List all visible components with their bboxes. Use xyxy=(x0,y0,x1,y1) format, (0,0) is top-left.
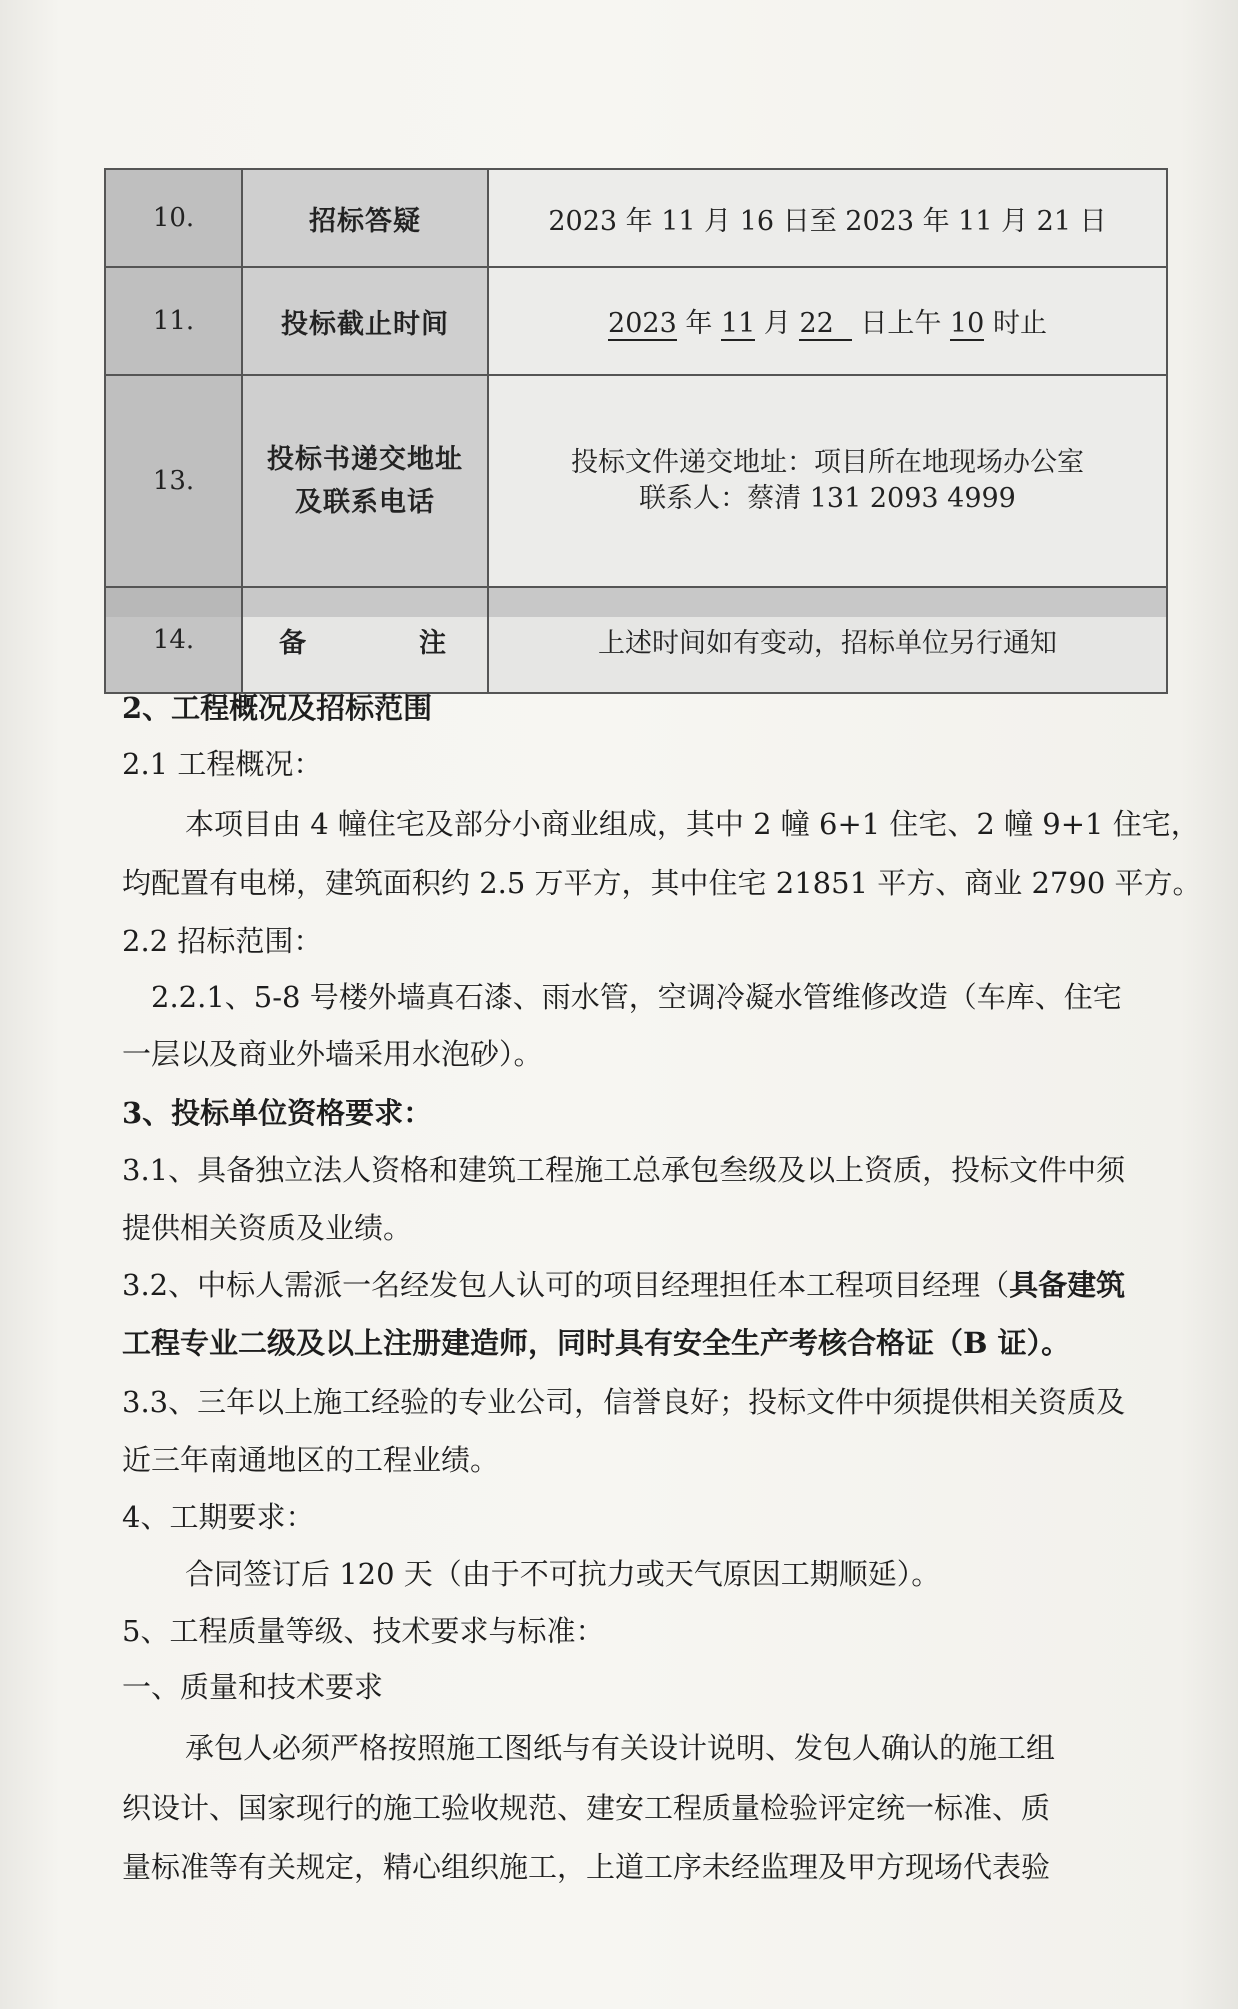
deadline-day: 22 xyxy=(799,310,851,340)
paragraph-segment: 3.2、中标人需派一名经发包人认可的项目经理担任本工程项目经理（ xyxy=(122,1268,1010,1302)
row-item: 招标答疑 xyxy=(242,169,488,267)
row-value: 2023 年 11 月 16 日至 2023 年 11 月 21 日 xyxy=(488,169,1167,267)
paragraph-line: 织设计、国家现行的施工验收规范、建安工程质量检验评定统一标准、质 xyxy=(122,1791,1051,1825)
row-number: 13. xyxy=(105,375,242,587)
paragraph-line: 均配置有电梯，建筑面积约 2.5 万平方，其中住宅 21851 平方、商业 2790 平方。 xyxy=(122,866,1202,900)
subsection-heading: 2.1 工程概况： xyxy=(122,747,323,781)
deadline-month-suffix: 月 xyxy=(755,308,800,340)
deadline-hour-suffix: 时止 xyxy=(984,308,1047,340)
table-row xyxy=(105,587,1167,693)
subsection-heading: 2.2 招标范围： xyxy=(122,924,323,958)
row-item: 投标截止时间 xyxy=(242,267,488,375)
table-row xyxy=(105,375,1167,587)
paragraph-segment-bold: 具备建筑 xyxy=(1009,1268,1126,1302)
paragraph-line: 工程专业二级及以上注册建造师，同时具有安全生产考核合格证（B 证）。 xyxy=(122,1326,1071,1360)
paragraph-line: 3.1、具备独立法人资格和建筑工程施工总承包叁级及以上资质，投标文件中须 xyxy=(122,1153,1126,1187)
paragraph-line: 3.3、三年以上施工经验的专业公司，信誉良好；投标文件中须提供相关资质及 xyxy=(122,1385,1126,1419)
table-row xyxy=(105,169,1167,267)
paragraph-line: 量标准等有关规定，精心组织施工，上道工序未经监理及甲方现场代表验 xyxy=(122,1850,1051,1884)
deadline-year-suffix: 年 xyxy=(676,308,721,340)
deadline-hour: 10 xyxy=(950,308,985,340)
deadline-day-suffix: 日上午 xyxy=(851,308,950,340)
remarks-label-left: 备 xyxy=(279,627,307,659)
row-value xyxy=(488,267,1167,375)
paragraph-line xyxy=(122,1268,1125,1303)
deadline-year: 2023 xyxy=(608,308,677,340)
schedule-table xyxy=(104,168,1168,694)
row-item xyxy=(242,587,488,693)
remarks-label-right: 注 xyxy=(419,627,447,659)
submission-address: 投标文件递交地址：项目所在地现场办公室 xyxy=(571,446,1084,478)
row-value: 上述时间如有变动，招标单位另行通知 xyxy=(488,587,1167,693)
row-item-line: 投标书递交地址 xyxy=(267,443,463,475)
table-row xyxy=(105,267,1167,375)
row-number: 14. xyxy=(105,587,242,693)
row-item xyxy=(242,375,488,587)
paragraph-line: 合同签订后 120 天（由于不可抗力或天气原因工期顺延）。 xyxy=(185,1557,941,1591)
section-heading: 3、投标单位资格要求： xyxy=(122,1096,433,1130)
row-item-line: 及联系电话 xyxy=(295,487,435,518)
paragraph-line: 提供相关资质及业绩。 xyxy=(122,1211,413,1245)
row-value xyxy=(488,375,1167,587)
paragraph-line: 一层以及商业外墙采用水泡砂）。 xyxy=(122,1037,543,1071)
section-heading: 5、工程质量等级、技术要求与标准： xyxy=(122,1614,605,1648)
paragraph-line: 承包人必须严格按照施工图纸与有关设计说明、发包人确认的施工组 xyxy=(185,1731,1056,1765)
subsection-heading: 一、质量和技术要求 xyxy=(122,1670,384,1704)
paragraph-line: 2.2.1、5-8 号楼外墙真石漆、雨水管，空调冷凝水管维修改造（车库、住宅 xyxy=(151,980,1122,1014)
deadline-month: 11 xyxy=(720,308,756,340)
row-number: 11. xyxy=(105,267,242,375)
section-heading: 4、工期要求： xyxy=(122,1500,315,1534)
paragraph-line: 本项目由 4 幢住宅及部分小商业组成，其中 2 幢 6+1 住宅、2 幢 9+1 住宅， xyxy=(185,807,1200,841)
contact-person: 联系人：蔡清 131 2093 4999 xyxy=(639,483,1016,514)
section-heading: 2、工程概况及招标范围 xyxy=(122,691,433,725)
row-number: 10. xyxy=(105,169,242,267)
paragraph-line: 近三年南通地区的工程业绩。 xyxy=(122,1443,500,1477)
